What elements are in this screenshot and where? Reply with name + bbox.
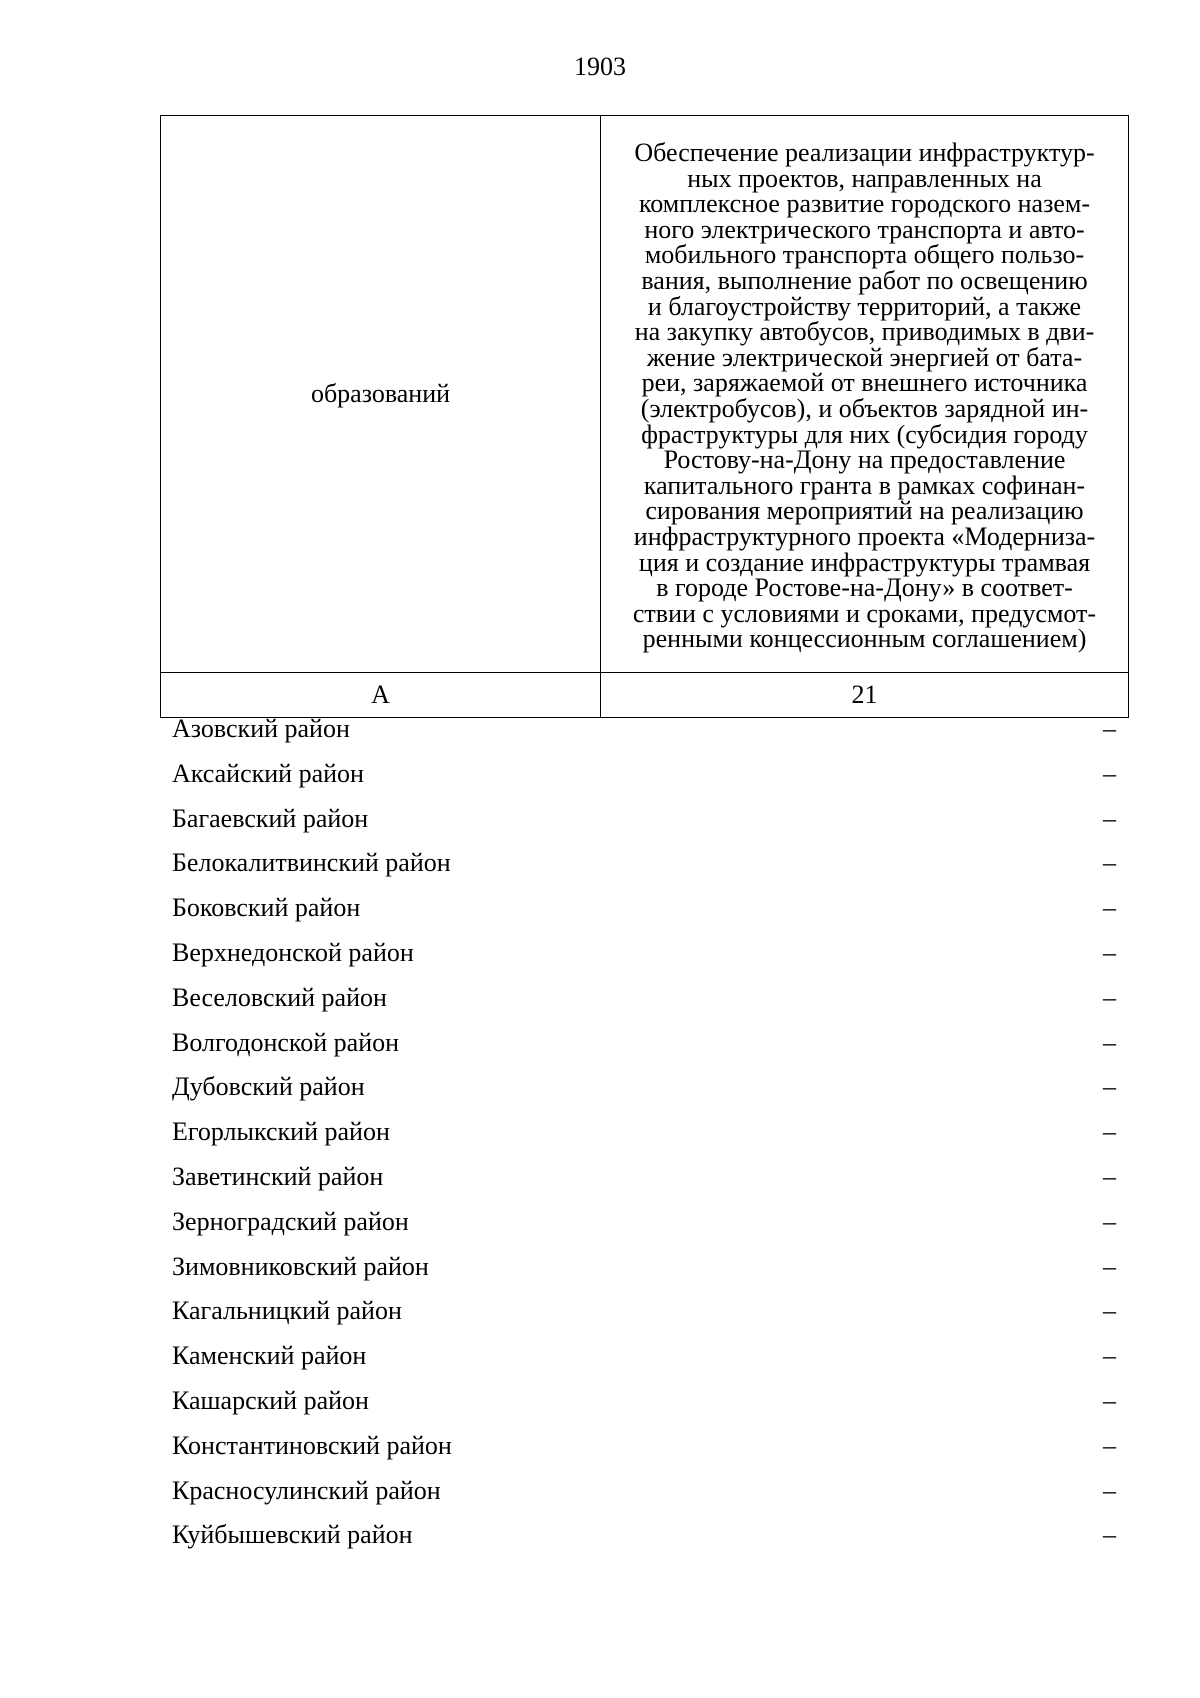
header-text-line: фраструктуры для них (субсидия городу: [641, 419, 1088, 449]
header-text-line: вания, выполнение работ по освещению: [641, 266, 1088, 296]
district-name: Красносулинский район: [172, 1475, 441, 1505]
district-name: Егорлыкский район: [172, 1117, 390, 1147]
district-value: –: [1103, 1430, 1116, 1460]
district-value: –: [1103, 1117, 1116, 1147]
header-text-line: ствии с условиями и сроками, предусмот-: [632, 598, 1097, 628]
district-name: Верхнедонской район: [172, 937, 414, 967]
header-row: [161, 116, 1129, 673]
table-row: [160, 886, 1128, 931]
column-header-right: [601, 116, 1129, 673]
district-name: Кагальницкий район: [172, 1296, 402, 1326]
district-name: Боковский район: [172, 893, 361, 923]
district-list: [160, 707, 1128, 1558]
table-row: [160, 1424, 1128, 1469]
table-row: [160, 1065, 1128, 1110]
district-name: Кашарский район: [172, 1385, 369, 1415]
table-row: [160, 1289, 1128, 1334]
table-row: [160, 1245, 1128, 1290]
index-cell-left: А: [161, 673, 601, 718]
header-text-line: и благоустройству территорий, а также: [647, 291, 1082, 321]
table-row: [160, 1021, 1128, 1066]
table-row: [160, 1513, 1128, 1558]
district-name: Заветинский район: [172, 1161, 384, 1191]
district-value: –: [1103, 937, 1116, 967]
header-text-line: Обеспечение реализации инфраструктур-: [634, 138, 1095, 168]
header-text-line: на закупку автобусов, приводимых в дви-: [634, 317, 1095, 347]
district-name: Волгодонской район: [172, 1027, 400, 1057]
table-row: [160, 1334, 1128, 1379]
district-name: Куйбышевский район: [172, 1520, 413, 1550]
header-text-line: в городе Ростове-на-Дону» в соответ-: [656, 573, 1073, 603]
district-name: Зимовниковский район: [172, 1251, 429, 1281]
header-text-line: ренными концессионным соглашением): [642, 624, 1087, 654]
header-text-line: ного электрического транспорта и авто-: [644, 214, 1085, 244]
header-text-line: (электробусов), и объектов зарядной ин-: [640, 394, 1089, 423]
page-number: 1903: [574, 52, 626, 81]
table-row: [160, 1379, 1128, 1424]
district-value: –: [1103, 803, 1116, 833]
column-header-left: образований: [161, 116, 601, 673]
header-text-line: Ростову-на-Дону на предоставление: [663, 445, 1066, 475]
header-text-line: инфраструктурного проекта «Модерниза-: [633, 521, 1096, 551]
table-row: [160, 1155, 1128, 1200]
district-value: –: [1103, 1251, 1116, 1281]
header-text-line: ция и создание инфраструктуры трамвая: [638, 547, 1091, 577]
index-cell-right: 21: [601, 673, 1129, 718]
table-row: [160, 752, 1128, 797]
district-name: Азовский район: [172, 714, 350, 743]
district-name: Каменский район: [172, 1341, 367, 1371]
district-value: –: [1103, 1296, 1116, 1326]
district-value: –: [1103, 1385, 1116, 1415]
header-text-line: ных проектов, направленных на: [687, 163, 1042, 193]
district-value: –: [1103, 1475, 1116, 1505]
district-value: –: [1103, 1341, 1116, 1371]
district-value: –: [1103, 982, 1116, 1012]
district-name: Багаевский район: [172, 803, 369, 833]
header-text-line: комплексное развитие городского назем-: [638, 189, 1091, 219]
district-name: Зерноградский район: [172, 1206, 409, 1236]
table-row: [160, 841, 1128, 886]
table-row: [160, 707, 1128, 752]
district-value: –: [1103, 1072, 1116, 1102]
table-row: [160, 1200, 1128, 1245]
table-row: [160, 1110, 1128, 1155]
district-name: Дубовский район: [172, 1072, 365, 1102]
header-text-line: сирования мероприятий на реализацию: [645, 496, 1084, 526]
district-name: Веселовский район: [172, 982, 387, 1012]
district-value: –: [1103, 758, 1116, 788]
column-header-right-text: [613, 140, 1116, 652]
table-row: [160, 976, 1128, 1021]
header-text-line: жение электрической энергией от бата-: [646, 342, 1083, 372]
header-text-line: мобильного транспорта общего пользо-: [644, 240, 1085, 270]
header-text-line: капитального гранта в рамках софинан-: [643, 470, 1086, 500]
table-row: [160, 931, 1128, 976]
table-row: [160, 797, 1128, 842]
district-value: –: [1103, 1027, 1116, 1057]
district-name: Белокалитвинский район: [172, 848, 451, 878]
table-row: [160, 1469, 1128, 1514]
district-value: –: [1103, 1206, 1116, 1236]
district-value: –: [1103, 893, 1116, 923]
district-value: –: [1103, 1520, 1116, 1550]
header-table: [160, 115, 1129, 718]
district-value: –: [1103, 714, 1116, 743]
district-value: –: [1103, 1161, 1116, 1191]
district-value: –: [1103, 848, 1116, 878]
district-name: Константиновский район: [172, 1430, 452, 1460]
district-name: Аксайский район: [172, 758, 364, 788]
header-text-line: реи, заряжаемой от внешнего источника: [641, 368, 1088, 398]
